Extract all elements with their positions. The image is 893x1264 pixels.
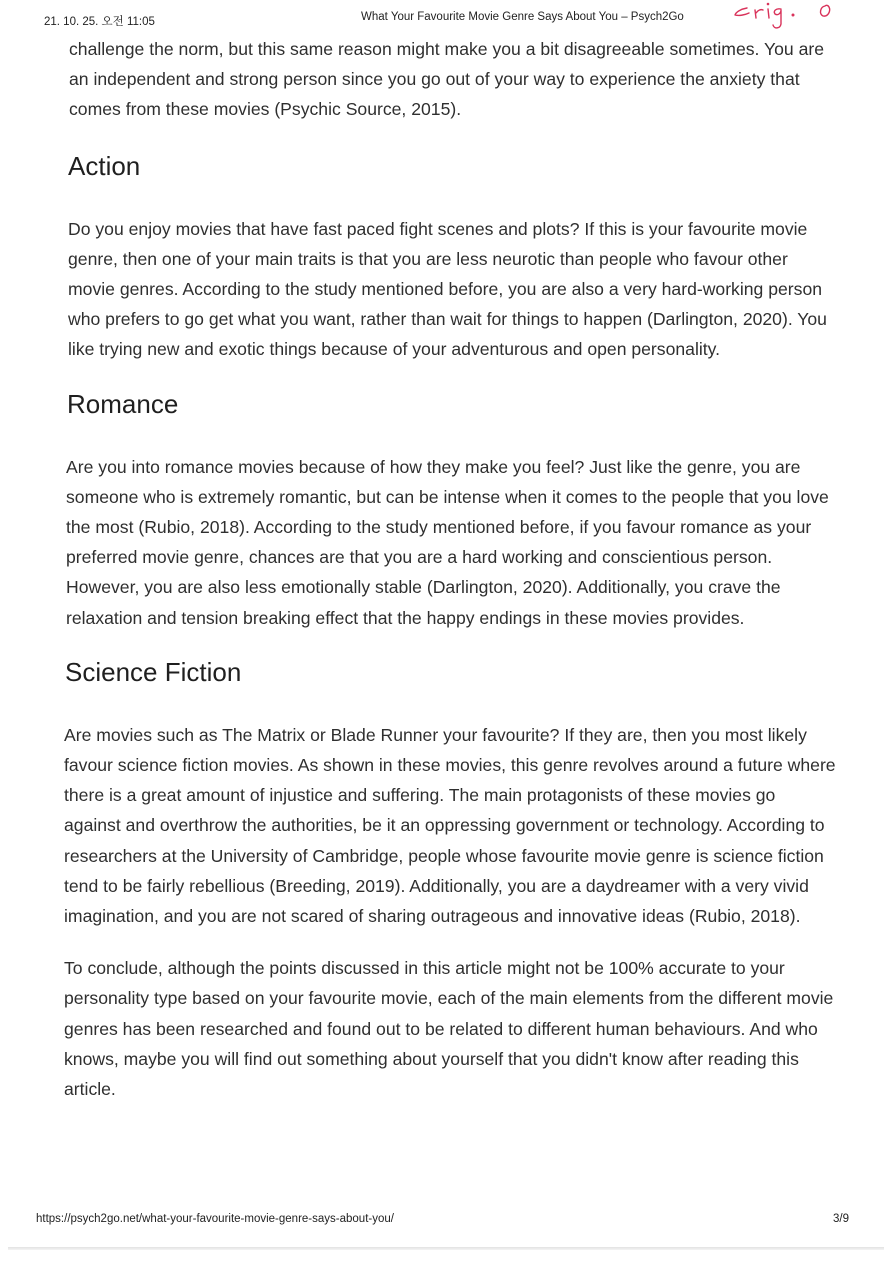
page-url: https://psych2go.net/what-your-favourite-movie-genre-says-about-you/ bbox=[36, 1213, 394, 1225]
science-fiction-paragraph: Are movies such as The Matrix or Blade Runner your favourite? If they are, then you most likely favour science fiction movies. As shown in these movies, this genre revolves around a future where there is a great amount of injustice and suffering. The main protagonists of these movies go against and overthrow the authorities, be it an oppressing government or technology. According to researchers at the University of Cambridge, people whose favourite movie genre is science fiction tend to be fairly rebellious (Breeding, 2019). Additionally, you are a daydreamer with a very vivid imagination, and you are not scared of sharing outrageous and innovative ideas (Rubio, 2018). bbox=[64, 724, 836, 927]
heading-action: Action bbox=[68, 150, 141, 181]
action-paragraph: Do you enjoy movies that have fast paced fight scenes and plots? If this is your favourite movie genre, then one of your main traits is that you are less neurotic than people who favour other movie genres. According to the study mentioned before, you are also a very hard-working person who prefers to go get what you want, rather than wait for things to happen (Darlington, 2020). You like trying new and exotic things because of your adventurous and open personality. bbox=[68, 218, 827, 360]
article-body bbox=[64, 34, 836, 1104]
romance-paragraph: Are you into romance movies because of how they make you feel? Just like the genre, you are someone who is extremely romantic, but can be intense when it comes to the people that you love the most (Rubio, 2018). According to the study mentioned before, if you favour romance as your preferred movie genre, chances are that you are a hard working and conscientious person. However, you are also less emotionally stable (Darlington, 2020). Additionally, you crave the relaxation and tension breaking effect that the happy endings in these movies provides. bbox=[66, 456, 829, 628]
print-datetime: 21. 10. 25. 오전 11:05 bbox=[44, 16, 155, 28]
print-footer bbox=[0, 1213, 893, 1229]
heading-science-fiction: Science Fiction bbox=[65, 656, 242, 687]
heading-romance: Romance bbox=[67, 388, 179, 419]
handwritten-note-orig bbox=[733, 0, 843, 32]
intro-paragraph: challenge the norm, but this same reason might make you a bit disagreeable sometimes. You are an independent and strong person since you go out of your way to experience the anxiety that comes from these movies (Psychic Source, 2015). bbox=[69, 39, 825, 120]
conclusion-paragraph: To conclude, although the points discussed in this article might not be 100% accurate to your personality type based on your favourite movie, each of the main elements from the different movie genres has been researched and found out to be related to different human behaviours. And who knows, maybe you will find out something about yourself that you didn't know after reading this article. bbox=[64, 958, 834, 1100]
page-number: 3/9 bbox=[833, 1213, 849, 1225]
scan-edge-divider bbox=[8, 1247, 884, 1250]
print-page-title: What Your Favourite Movie Genre Says About You – Psych2Go bbox=[361, 11, 684, 23]
